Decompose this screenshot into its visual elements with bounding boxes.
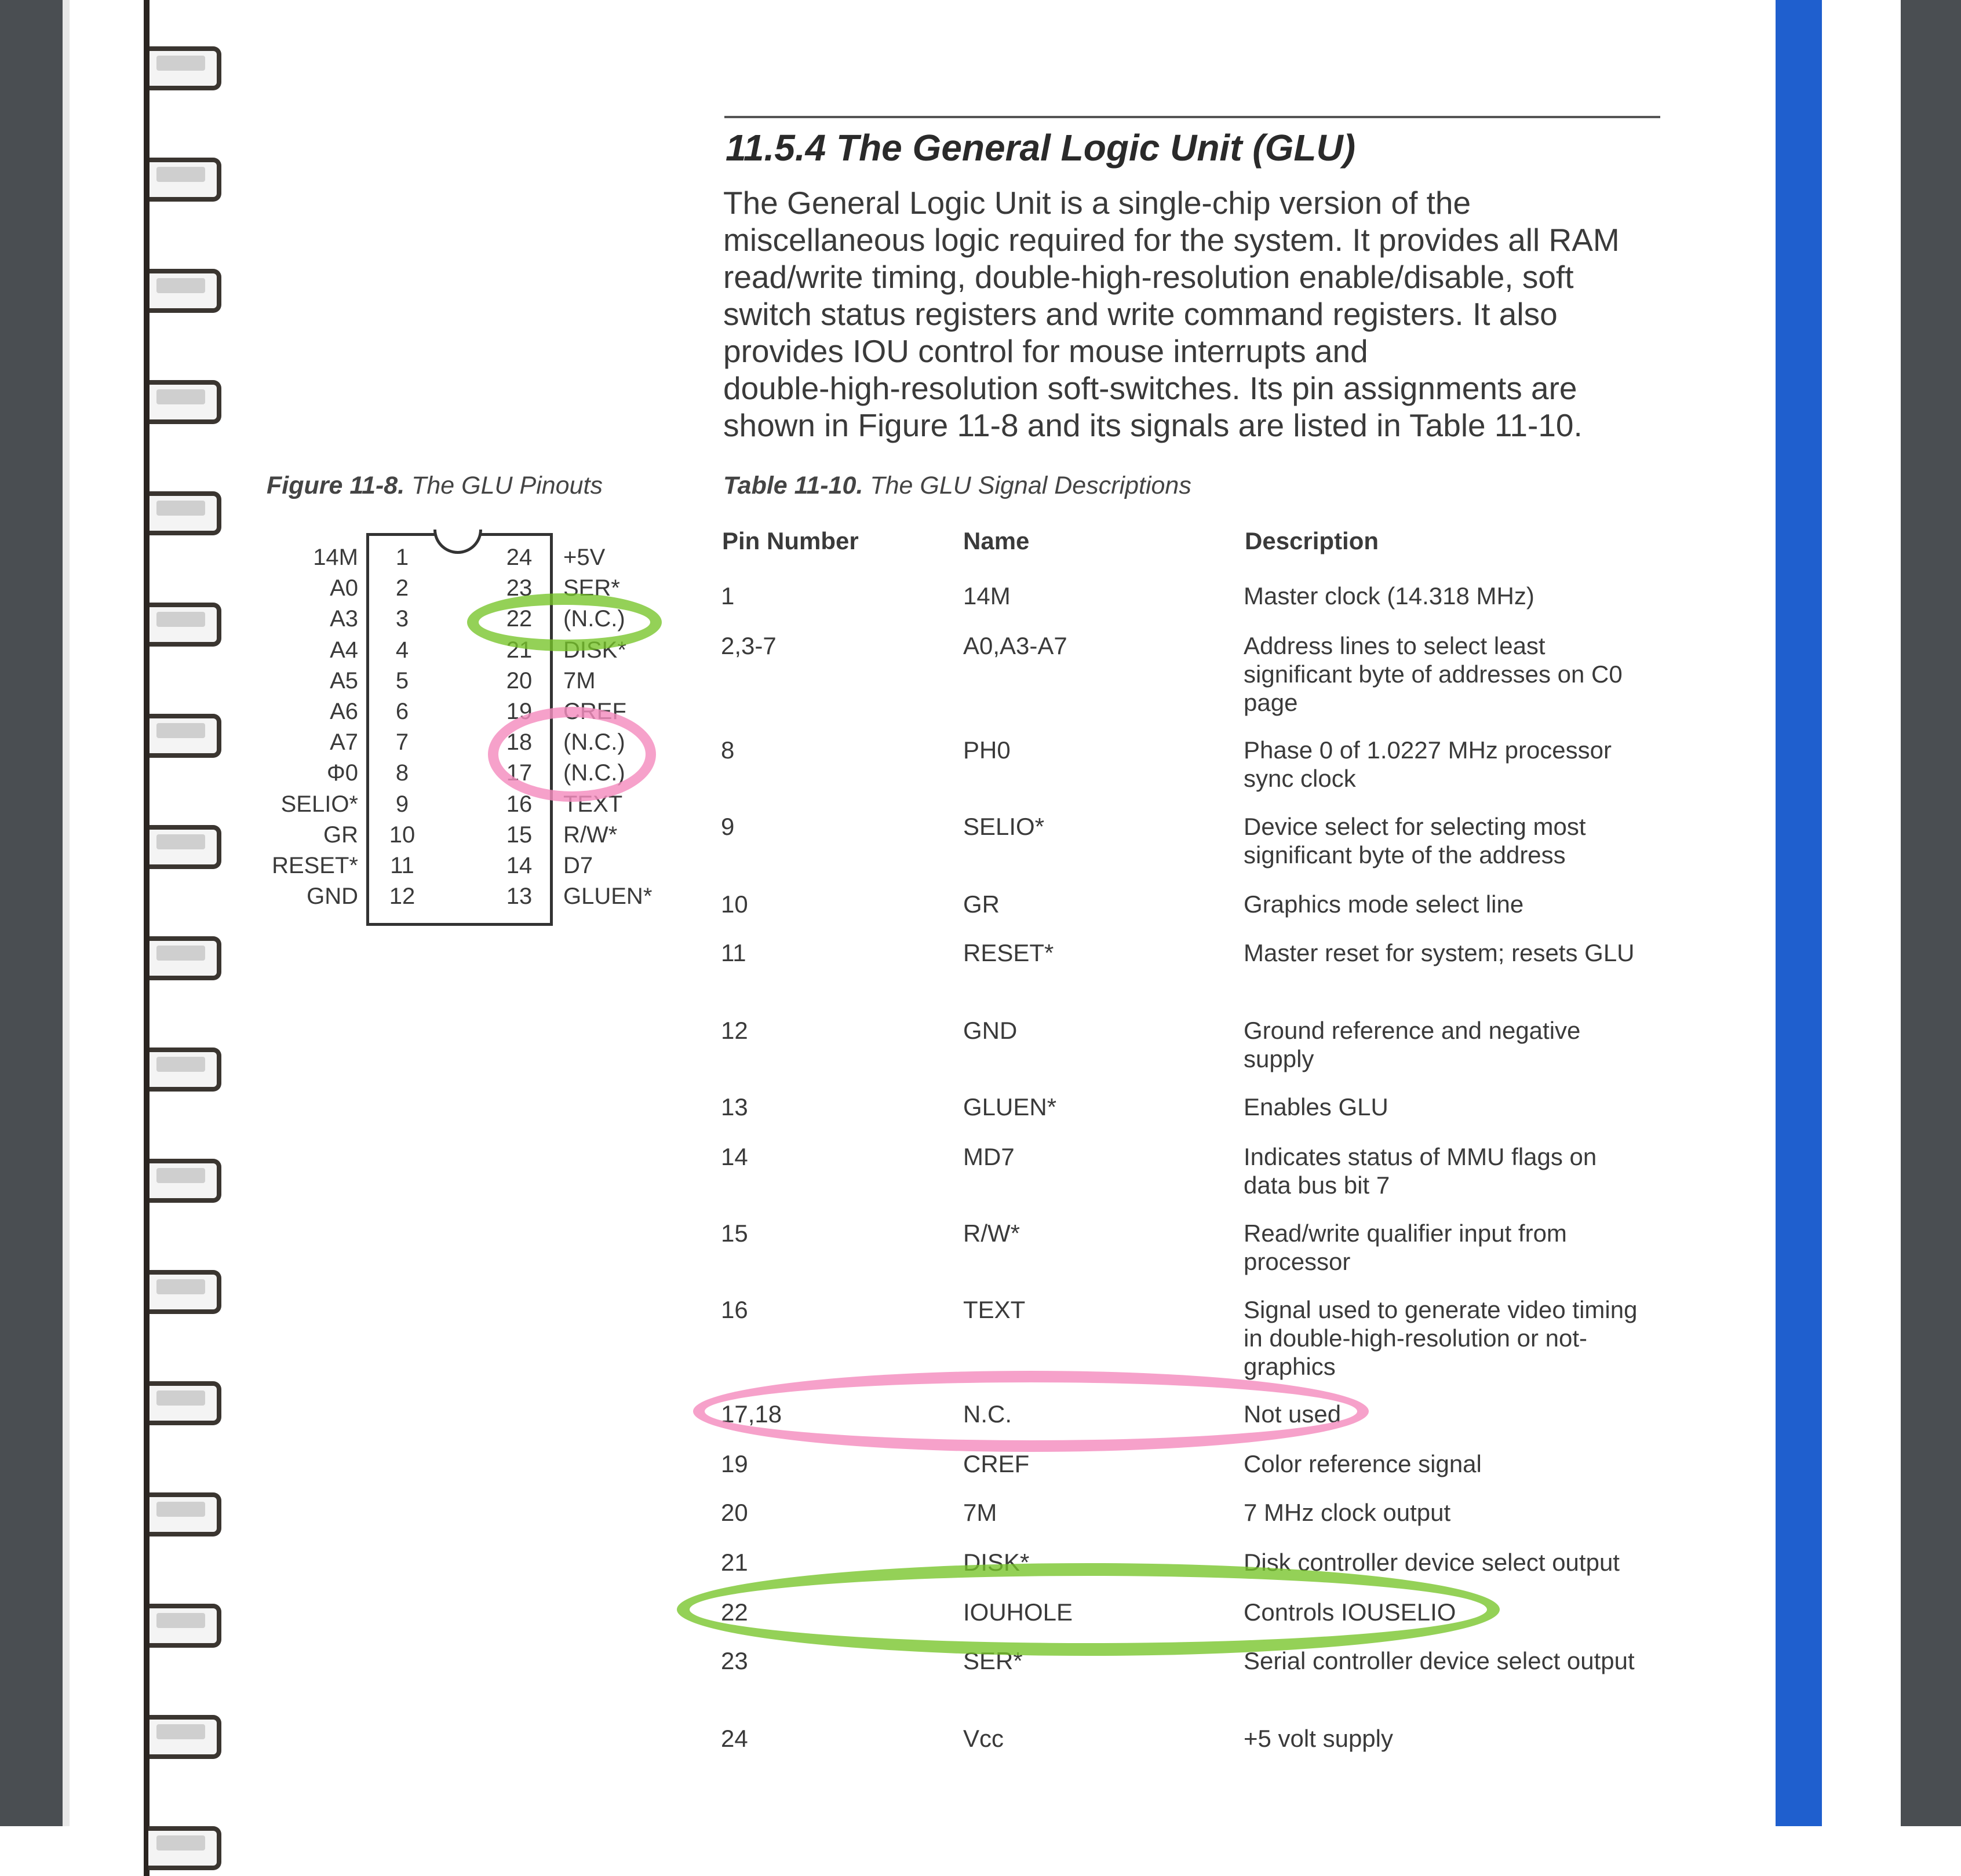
table-cell-pin: 13 [721,1093,748,1121]
table-cell-description: Address lines to select least significant byte of addresses on C0 page [1244,632,1623,716]
pin-number-left: 2 [395,575,409,601]
pin-number-left: 5 [395,667,409,694]
pin-label-right: SER* [563,575,620,601]
pin-label-left: 14M [313,545,358,570]
pin-number-right: 19 [506,699,533,724]
pin-label-right: (N.C.) [563,606,625,632]
table-cell-description: Serial controller device select output [1244,1647,1635,1674]
intro-line: shown in Figure 11-8 and its signals are listed in Table 11-10. [723,407,1583,443]
pin-label-right: 7M [563,667,596,694]
spiral-binding [133,0,220,1826]
table-caption-text: The GLU Signal Descriptions [870,472,1191,499]
binding-spine [144,0,150,1826]
pin-number-right: 20 [506,667,533,694]
pin-label-left: A0 [330,575,358,601]
table-cell-name: N.C. [963,1400,1012,1428]
table-cell-name: A0,A3-A7 [963,632,1067,659]
table-cell-name: PH0 [963,736,1011,764]
table-cell-name: Vcc [963,1725,1004,1752]
pink-highlight-pins17-18 [488,707,656,802]
table-cell-pin: 2,3-7 [721,632,777,659]
pin-label-left: A5 [330,667,358,694]
table-cell-description: Color reference signal [1244,1450,1482,1477]
pin-label-right: +5V [563,545,606,570]
table-cell-description: Device select for selecting most significant byte of the address [1244,813,1586,868]
intro-line: read/write timing, double-high-resolution enable/disable, soft [723,259,1574,295]
pin-label-left: A6 [330,699,358,724]
table-cell-pin: 24 [721,1725,748,1752]
pin-number-right: 24 [506,545,533,570]
green-highlight-row-22 [677,1563,1500,1656]
pin-label-left: A3 [330,606,358,632]
table-cell-description: +5 volt supply [1244,1725,1393,1752]
pin-number-right: 15 [506,822,533,848]
pin-number-left: 6 [395,699,409,724]
table-cell-name: SELIO* [963,813,1045,840]
table-cell-pin: 11 [721,939,746,966]
table-cell-description: Graphics mode select line [1244,890,1524,918]
pin-label-right: R/W* [563,822,618,848]
table-cell-description: Controls IOUSELIO [1244,1598,1456,1626]
table-cell-description: 7 MHz clock output [1244,1499,1451,1526]
section-title: 11.5.4 The General Logic Unit (GLU) [726,127,1355,169]
pin-number-right: 23 [506,575,533,601]
table-cell-pin: 17,18 [721,1400,782,1428]
table-header-name: Name [963,527,1030,554]
pin-number-left: 8 [395,760,409,786]
table-cell-description: Ground reference and negative supply [1244,1017,1581,1072]
table-cell-name: GND [963,1017,1018,1044]
pin-number-left: 1 [395,545,409,570]
figure-caption [267,472,603,500]
table-cell-pin: 8 [721,736,735,764]
pin-number-left: 3 [395,606,409,632]
pin-number-left: 4 [395,637,409,663]
intro-line: double-high-resolution soft-switches. Its pin assignments are [723,370,1577,406]
pin-number-left: 10 [389,822,415,848]
pin-number-left: 7 [395,729,409,755]
table-cell-pin: 1 [721,582,735,609]
pin-number-right: 22 [506,606,533,632]
page-shadow [63,0,70,1826]
table-cell-pin: 22 [721,1598,748,1626]
pin-label-left: A7 [330,729,358,755]
pin-label-right: TEXT [563,791,623,817]
table-cell-pin: 19 [721,1450,748,1477]
pin-label-left: SELIO* [280,791,358,817]
pin-label-left: RESET* [272,853,358,878]
table-cell-description: Master clock (14.318 MHz) [1244,582,1534,609]
pin-label-left: GR [323,822,358,848]
intro-line: miscellaneous logic required for the system. It provides all RAM [723,222,1620,258]
left-dark-edge [0,0,63,1826]
table-cell-name: GLUEN* [963,1093,1057,1121]
table-cell-description: Phase 0 of 1.0227 MHz processor sync clock [1244,736,1612,792]
pin-label-left: GND [307,884,358,910]
intro-line: The General Logic Unit is a single-chip version of the [723,185,1471,221]
table-caption [723,472,1191,500]
table-cell-description: Signal used to generate video timing in double-high-resolution or not-graphics [1244,1296,1638,1380]
pin-number-left: 9 [395,791,409,817]
table-cell-pin: 15 [721,1220,748,1247]
table-cell-name: GR [963,890,1000,918]
table-cell-name: 7M [963,1499,997,1526]
table-cell-pin: 9 [721,813,735,840]
table-cell-name: CREF [963,1450,1030,1477]
pin-number-right: 18 [506,729,533,755]
pink-highlight-row-17-18 [693,1371,1369,1452]
table-cell-name: 14M [963,582,1011,609]
pin-label-right: D7 [563,853,593,878]
table-cell-pin: 20 [721,1499,748,1526]
pin-label-right: (N.C.) [563,760,625,786]
pin-number-right: 16 [506,791,533,817]
blue-tab-strip [1776,0,1822,1826]
pin-label-right: (N.C.) [563,729,625,755]
pin-number-right: 21 [506,637,533,663]
table-header-description: Description [1245,527,1379,554]
table-cell-pin: 23 [721,1647,748,1674]
table-cell-pin: 14 [721,1143,748,1170]
table-cell-pin: 16 [721,1296,748,1323]
pin-label-left: Φ0 [326,760,358,786]
pin-number-right: 14 [506,853,533,878]
table-cell-description: Not used [1244,1400,1342,1428]
table-cell-description: Disk controller device select output [1244,1549,1620,1576]
green-highlight-pin22 [467,593,662,651]
pin-number-left: 11 [390,853,414,878]
table-cell-pin: 21 [721,1549,748,1576]
table-cell-name: RESET* [963,939,1054,966]
table-cell-pin: 10 [721,890,748,918]
table-cell-name: IOUHOLE [963,1598,1073,1626]
pin-number-right: 13 [506,884,533,910]
figure-caption-text: The GLU Pinouts [411,472,603,499]
intro-paragraph [723,184,1674,444]
pin-label-left: A4 [330,637,358,663]
table-cell-description: Enables GLU [1244,1093,1388,1121]
figure-caption-prefix: Figure 11-8. [267,472,405,499]
section-rule [724,116,1660,118]
table-cell-name: SER* [963,1647,1023,1674]
table-cell-name: R/W* [963,1220,1020,1247]
table-caption-prefix: Table 11-10. [723,472,863,499]
right-dark-edge [1901,0,1961,1826]
pin-number-right: 17 [506,760,533,786]
intro-line: switch status registers and write command registers. It also [723,296,1558,332]
table-cell-description: Master reset for system; resets GLU [1244,939,1635,966]
pin-label-right: GLUEN* [563,884,653,910]
table-header-pin: Pin Number [722,527,859,554]
table-cell-name: TEXT [963,1296,1026,1323]
table-cell-description: Indicates status of MMU flags on data bus bit 7 [1244,1143,1597,1199]
table-cell-name: DISK* [963,1549,1030,1576]
table-cell-pin: 12 [721,1017,748,1044]
pin-number-left: 12 [389,884,415,910]
table-cell-name: MD7 [963,1143,1015,1170]
pin-label-right: CREF [563,699,626,724]
pin-label-right: DISK* [563,637,626,663]
intro-line: provides IOU control for mouse interrupts and [723,333,1368,369]
table-cell-description: Read/write qualifier input from processor [1244,1220,1567,1275]
